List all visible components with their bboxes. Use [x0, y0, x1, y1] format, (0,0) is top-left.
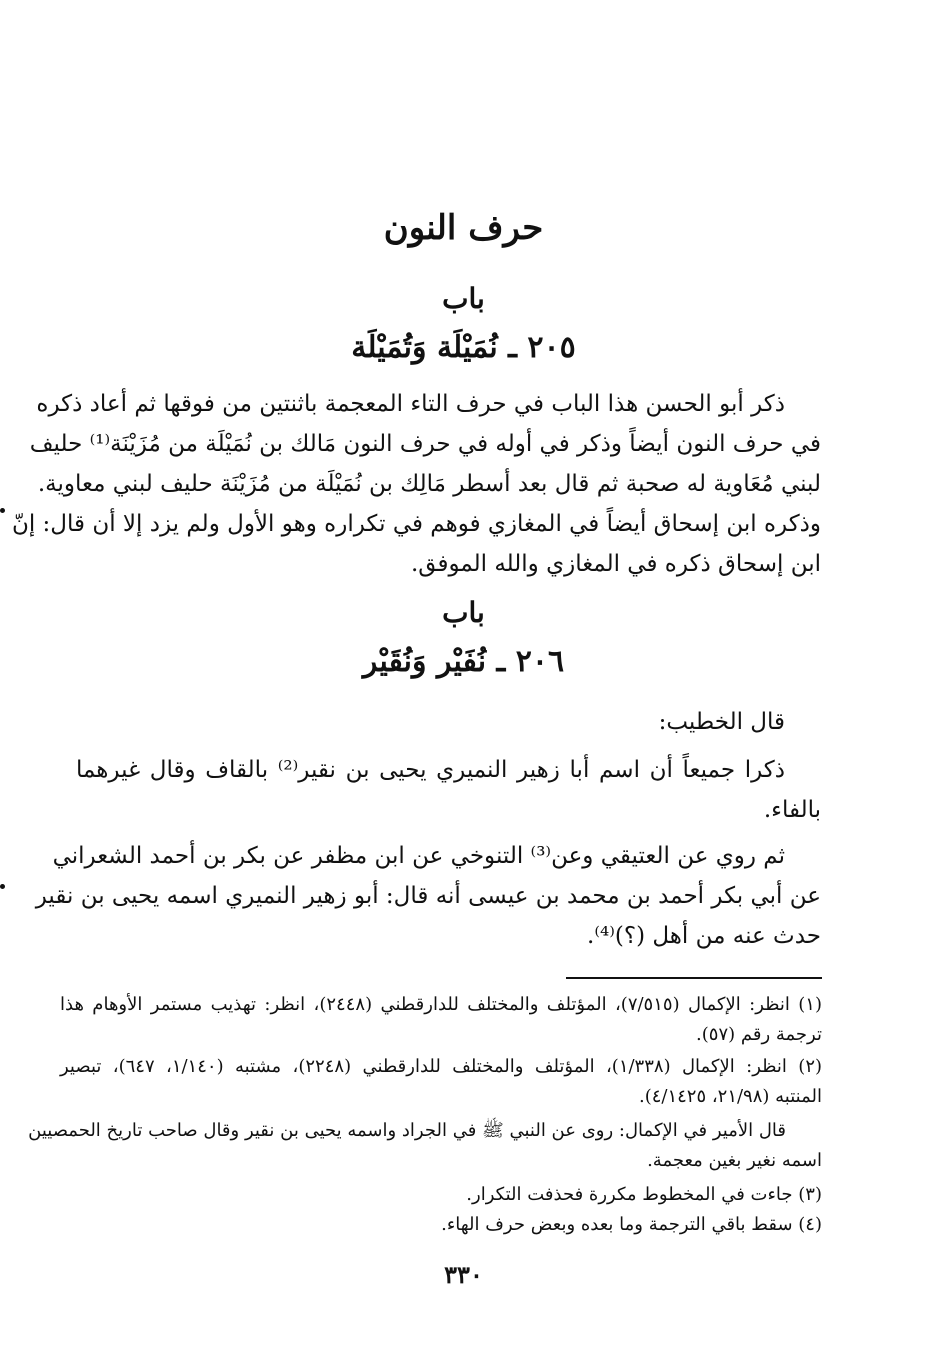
page-number: ٣٣٠	[444, 1260, 483, 1289]
text-line: لبني مُعَاوية له صحبة ثم قال بعد أسطر مَالِك بن نُمَيْلَة من مُزَيْنَة حليف لبني معاوية.	[37, 471, 821, 497]
footnote-line: (٤) سقط باقي الترجمة وما بعده وبعض حرف الهاء.	[441, 1214, 822, 1235]
paragraph-khatib	[76, 702, 821, 742]
margin-mark	[0, 508, 5, 513]
text-line: ذكرا جميعاً أن اسم أبا زهير النميري يحيى بن نقير⁽²⁾ بالقاف وقال غيرهما	[76, 757, 785, 783]
text-line: ثم روي عن العتيقي وعن⁽³⁾ التنوخي عن ابن مظفر عن بكر بن أحمد الشعراني	[52, 843, 785, 869]
text-line: قال الخطيب:	[658, 709, 785, 735]
entry-title-205: ٢٠٥ ـ نُمَيْلَة وَتُمَيْلَة	[351, 330, 576, 365]
text-line: ذكر أبو الحسن هذا الباب في حرف التاء المعجمة باثنتين من فوقها ثم أعاد ذكره	[36, 391, 785, 417]
footnote-separator	[566, 977, 822, 979]
section-label-bab: باب	[442, 596, 485, 629]
footnote-line: (٣) جاءت في المخطوط مكررة فحذفت التكرار.	[466, 1184, 822, 1205]
paragraph-205	[11, 384, 821, 584]
paragraph-206-a	[76, 750, 821, 830]
paragraph-206-b	[35, 836, 821, 956]
section-label-bab: باب	[442, 282, 485, 315]
footnote-4	[60, 1210, 822, 1240]
footnote-2	[60, 1052, 822, 1112]
text-line: ابن إسحاق ذكره في المغازي والله الموفق.	[410, 551, 821, 577]
chapter-title: حرف النون	[383, 208, 544, 248]
text-line: وذكره ابن إسحاق أيضاً في المغازي فوهم في تكراره وهو الأول ولم يزد إلا أن قال: إنّ	[11, 511, 821, 537]
text-line: بالفاء.	[763, 797, 821, 823]
footnote-line: (٢) انظر: الإكمال (١/٣٣٨)، المؤتلف والمختلف للدارقطني (٢٢٤٨)، مشتبه (١/١٤٠، ٦٤٧)، تبصير	[60, 1056, 823, 1077]
footnote-3	[60, 1180, 822, 1210]
footnote-line: اسمه نغير بغين معجمة.	[647, 1150, 822, 1171]
text-line: حدث عنه من أهل (؟)⁽⁴⁾.	[587, 923, 821, 949]
footnote-1	[60, 990, 822, 1050]
footnote-2-continued	[28, 1116, 822, 1176]
entry-title-206: ٢٠٦ ـ نُفَيْر وَنُقَيْر	[362, 644, 565, 679]
footnote-line: المنتبه (٢١/٩٨، ٤/١٤٢٥).	[638, 1086, 822, 1107]
footnote-line: قال الأمير في الإكمال: روى عن النبي ﷺ في الجراد واسمه يحيى بن نقير وقال صاحب تاريخ الحمصيين	[28, 1120, 786, 1141]
margin-mark	[0, 884, 5, 889]
text-line: عن أبي بكر أحمد بن محمد بن عيسى أنه قال: أبو زهير النميري اسمه يحيى بن نقير	[35, 883, 821, 909]
footnote-line: ترجمة رقم (٥٧).	[696, 1024, 822, 1045]
footnote-line: (١) انظر: الإكمال (٧/٥١٥)، المؤتلف والمختلف للدارقطني (٢٤٤٨)، انظر: تهذيب مستمر الأوهام هذا	[60, 994, 822, 1015]
text-line: في حرف النون أيضاً وذكر في أوله في حرف النون مَالك بن نُمَيْلَة من مُزَيْنَة⁽¹⁾ حليف	[29, 431, 821, 457]
